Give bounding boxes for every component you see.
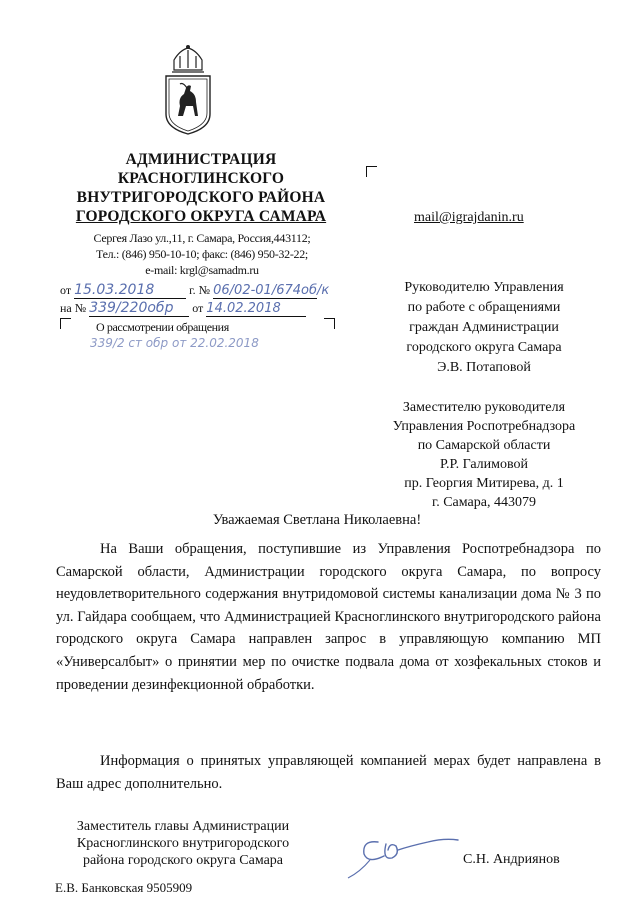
signatory-name: С.Н. Андриянов [463,852,560,867]
recipient-block-1 [368,278,600,378]
recipient-line: Руководителю Управления [404,280,564,295]
handwritten-note: 339/2 ст обр от 22.02.2018 [90,336,259,350]
subject-line: О рассмотрении обращения [96,320,229,334]
handwritten-signature [340,820,465,882]
on-label: на № [60,301,87,315]
corner-mark [324,318,335,329]
recipient-line: городского округа Самара [406,340,562,355]
position-line: Заместитель главы Администрации [76,819,290,834]
recipient-line: Э.В. Потаповой [437,360,531,375]
body-paragraph: Информация о принятых управляющей компанией мерах будет направлена в Ваш адрес дополнительно. [56,753,601,792]
org-line: КРАСНОГЛИНСКОГО [117,170,285,187]
from-label: от [60,283,72,297]
recipient-line: Управления Роспотребнадзора [392,419,576,434]
recipient-line: г. Самара, 443079 [432,495,536,510]
recipient-line: Заместителю руководителя [402,400,566,415]
registration-date: 15.03.2018 [74,282,186,299]
org-address: Сергея Лазо ул.,11, г. Самара, Россия,443112; [93,231,311,245]
recipient-line: граждан Администрации [409,320,559,335]
incoming-number: 339/220обр [89,300,189,317]
incoming-date: 14.02.2018 [206,301,306,317]
recipient-block-2 [368,398,600,512]
incoming-ref-line [60,300,306,317]
greeting: Уважаемая Светлана Николаевна! [212,512,422,528]
org-line: ВНУТРИГОРОДСКОГО РАЙОНА [76,189,326,206]
position-line: Красноглинского внутригородского [76,836,290,851]
recipient-line: по работе с обращениями [407,300,561,315]
org-email: e-mail: krgl@samadm.ru [145,263,259,277]
letter-body [56,538,601,696]
number-label: г. № [189,283,211,297]
signatory-position [52,818,314,869]
recipient-line: по Самарской области [417,438,551,453]
org-line: ГОРОДСКОГО ОКРУГА САМАРА [75,208,327,225]
letterhead-contacts [68,230,336,278]
coat-of-arms-emblem [160,44,216,136]
registration-number: 06/02-01/674об/к [213,283,330,298]
executor-info: Е.В. Банковская 9505909 [55,880,193,895]
organization-name [40,150,362,226]
recipient-line: пр. Георгия Митирева, д. 1 [404,476,564,491]
registration-date-line [60,282,330,299]
corner-mark [60,318,71,329]
letter-body-2 [56,750,601,795]
corner-mark [366,166,377,177]
org-phone: Тел.: (846) 950-10-10; факс: (846) 950-32-22; [96,247,308,261]
on-date-label: от [192,301,204,315]
org-line: АДМИНИСТРАЦИЯ [125,151,277,168]
position-line: района городского округа Самара [82,853,284,868]
recipient-line: Р.Р. Галимовой [440,457,528,472]
body-paragraph: На Ваши обращения, поступившие из Управления Роспотребнадзора по Самарской области, Администрации городского округа Самара, по вопросу неудовлетворительного содержания внутридомовой системы канализации дома № 3 по ул. Гайдара сообщаем, что Администрацией Красноглинского внутригородского района городского округа Самара направлен запрос в управляющую компанию МП «Универсалбыт» о принятии мер по очистке подвала дома от хозфекальных стоков и проведении дезинфекционной обработки. [56,541,601,693]
recipient-email: mail@igrajdanin.ru [414,210,524,225]
